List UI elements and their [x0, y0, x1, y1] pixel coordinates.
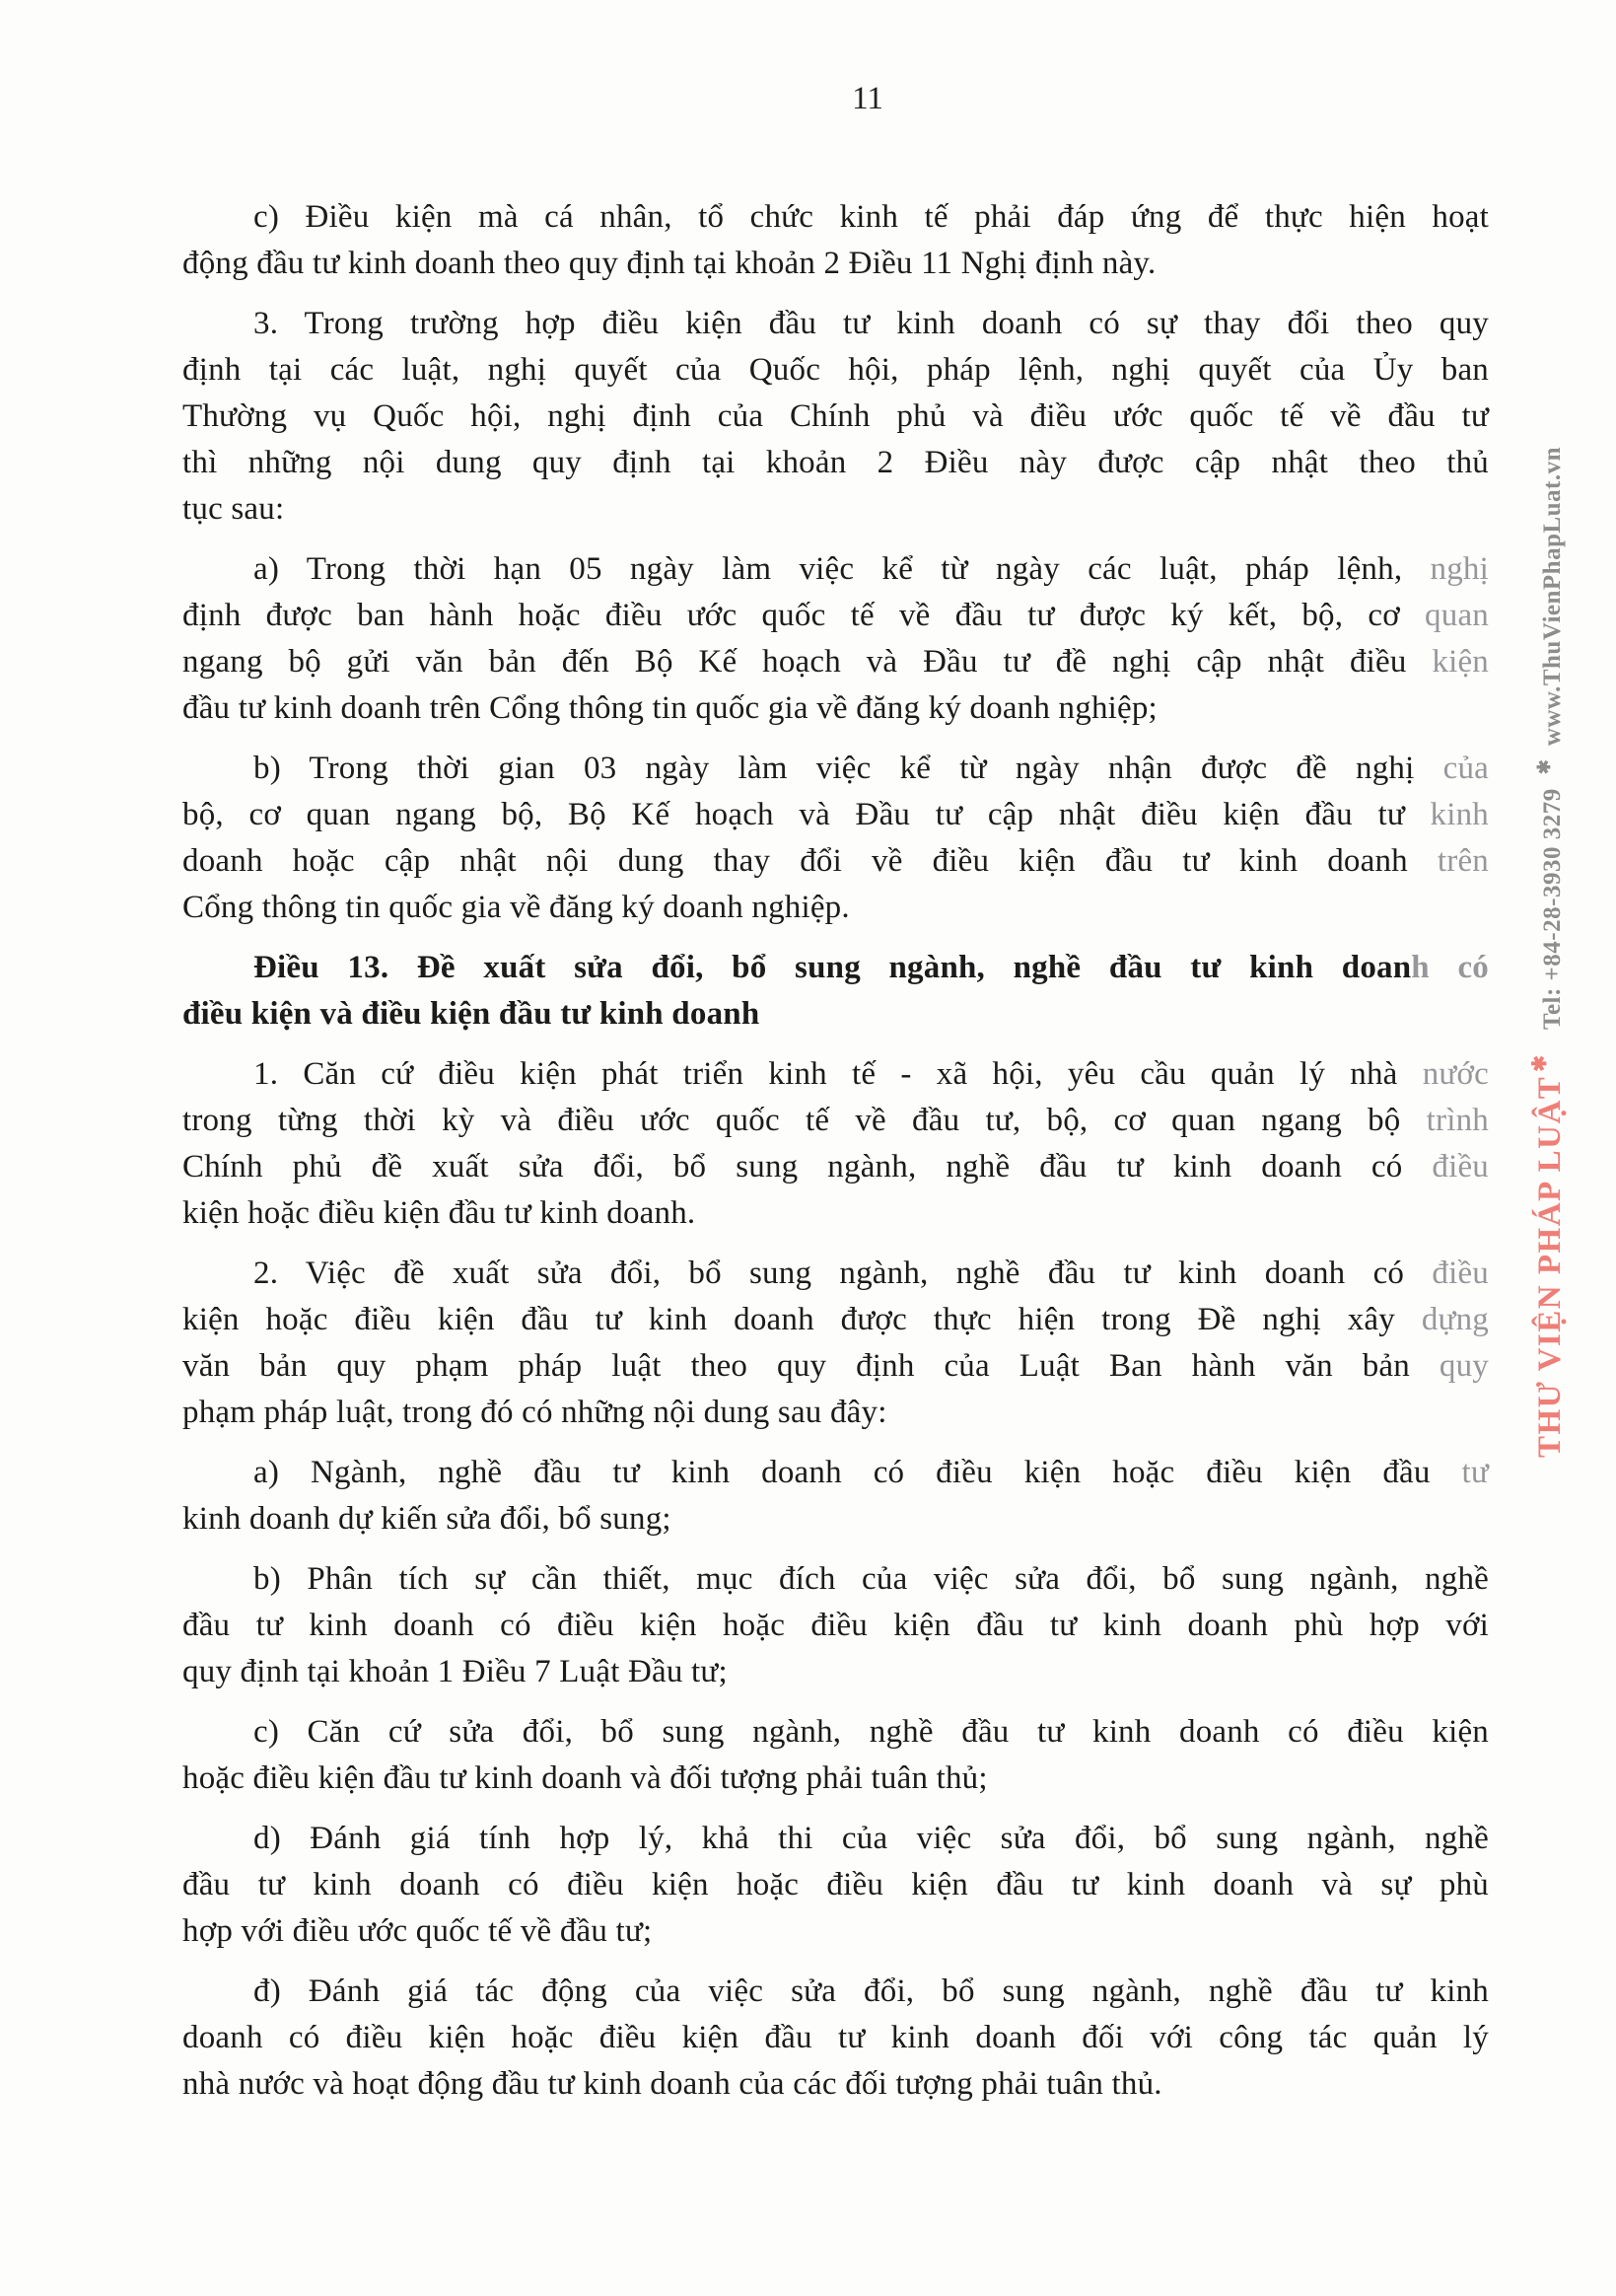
text-line — [182, 593, 1489, 639]
text-segment: doanh hoặc cập nhật nội dung thay đổi về điều kiện đầu tư kinh doanh — [182, 843, 1438, 879]
text-segment: kinh doanh dự kiến sửa đổi, bổ sung; — [182, 1501, 671, 1537]
text-line — [182, 2061, 1489, 2108]
watermark-phone: Tel: +84-28-3930 3279 — [1539, 788, 1566, 1030]
paragraph — [182, 746, 1489, 931]
faded-text-segment: nước — [1422, 1056, 1489, 1092]
text-line — [182, 194, 1489, 241]
text-line — [182, 1251, 1489, 1297]
text-segment: đầu tư kinh doanh trên Cổng thông tin quốc gia về đăng ký doanh nghiệp; — [182, 690, 1158, 726]
text-segment: d) Đánh giá tính hợp lý, khả thi của việc sửa đổi, bổ sung ngành, nghề — [253, 1821, 1489, 1856]
text-line — [182, 347, 1489, 394]
watermark-website: www.ThuVienPhapLuat.vn — [1539, 446, 1566, 747]
faded-text-segment: điều — [1432, 1256, 1489, 1291]
text-line — [182, 1390, 1489, 1436]
faded-text-segment: quy — [1439, 1348, 1489, 1384]
text-segment: Cổng thông tin quốc gia về đăng ký doanh nghiệp. — [182, 890, 850, 925]
text-line — [182, 546, 1489, 593]
text-line — [182, 685, 1489, 732]
text-line — [182, 301, 1489, 347]
text-line — [182, 2015, 1489, 2061]
text-segment: định tại các luật, nghị quyết của Quốc hội, pháp lệnh, nghị quyết của Ủy ban — [182, 352, 1489, 388]
text-line — [182, 1862, 1489, 1908]
text-line — [182, 241, 1489, 287]
text-line — [182, 440, 1489, 486]
text-line — [182, 1908, 1489, 1955]
text-segment: a) Trong thời hạn 05 ngày làm việc kể từ ngày các luật, pháp lệnh, — [253, 551, 1431, 587]
text-segment: c) Điều kiện mà cá nhân, tổ chức kinh tế phải đáp ứng để thực hiện hoạt — [253, 199, 1489, 235]
text-segment: b) Trong thời gian 03 ngày làm việc kể từ ngày nhận được đề nghị — [253, 751, 1443, 786]
text-segment: quy định tại khoản 1 Điều 7 Luật Đầu tư; — [182, 1654, 728, 1689]
text-segment: bộ, cơ quan ngang bộ, Bộ Kế hoạch và Đầu tư cập nhật điều kiện đầu tư — [182, 797, 1431, 832]
faded-text-segment: của — [1442, 751, 1489, 786]
document-body — [182, 194, 1489, 2121]
paragraph — [182, 1969, 1489, 2108]
text-segment: văn bản quy phạm pháp luật theo quy định của Luật Ban hành văn bản — [182, 1348, 1440, 1384]
paragraph — [182, 1709, 1489, 1802]
faded-text-segment: trình — [1426, 1103, 1489, 1138]
text-line — [182, 1603, 1489, 1649]
text-line — [182, 838, 1489, 885]
text-line — [182, 1709, 1489, 1756]
text-line — [182, 1343, 1489, 1390]
text-segment: đầu tư kinh doanh có điều kiện hoặc điều kiện đầu tư kinh doanh phù hợp với — [182, 1608, 1489, 1643]
text-line — [182, 746, 1489, 792]
text-segment: a) Ngành, nghề đầu tư kinh doanh có điều kiện hoặc điều kiện đầu — [253, 1455, 1462, 1490]
faded-text-segment: nghị — [1430, 551, 1489, 587]
text-segment: doanh có điều kiện hoặc điều kiện đầu tư kinh doanh đối với công tác quản lý — [182, 2020, 1489, 2055]
paragraph — [182, 1450, 1489, 1543]
paragraph — [182, 1556, 1489, 1695]
text-line — [182, 486, 1489, 533]
text-segment: c) Căn cứ sửa đổi, bổ sung ngành, nghề đầu tư kinh doanh có điều kiện — [253, 1714, 1489, 1750]
paragraph — [182, 301, 1489, 533]
text-line — [182, 1450, 1489, 1496]
text-line — [182, 1144, 1489, 1190]
text-segment: Điều 13. Đề xuất sửa đổi, bổ sung ngành, nghề đầu tư kinh doan — [253, 950, 1412, 985]
text-segment: Chính phủ đề xuất sửa đổi, bổ sung ngành, nghề đầu tư kinh doanh có — [182, 1149, 1433, 1184]
text-segment: động đầu tư kinh doanh theo quy định tại khoản 2 Điều 11 Nghị định này. — [182, 246, 1157, 281]
article-heading — [182, 945, 1489, 1038]
text-segment: định được ban hành hoặc điều ước quốc tế về đầu tư được ký kết, bộ, cơ — [182, 598, 1426, 633]
watermark-text — [1527, 446, 1569, 1458]
text-segment: trong từng thời kỳ và điều ước quốc tế về đầu tư, bộ, cơ quan ngang bộ — [182, 1103, 1427, 1138]
page-number: 11 — [852, 81, 883, 116]
text-segment: hợp với điều ước quốc tế về đầu tư; — [182, 1913, 653, 1949]
text-line — [182, 1969, 1489, 2015]
faded-text-segment: kiện — [1432, 644, 1489, 680]
faded-text-segment: tư — [1461, 1455, 1489, 1490]
paragraph — [182, 1051, 1489, 1237]
text-line — [182, 1816, 1489, 1862]
paragraph — [182, 1251, 1489, 1436]
text-line — [182, 1190, 1489, 1237]
text-segment: 3. Trong trường hợp điều kiện đầu tư kinh doanh có sự thay đổi theo quy — [253, 306, 1489, 341]
text-line — [182, 1098, 1489, 1144]
faded-text-segment: trên — [1437, 843, 1489, 879]
text-line — [182, 394, 1489, 440]
text-line — [182, 945, 1489, 991]
text-segment: b) Phân tích sự cần thiết, mục đích của việc sửa đổi, bổ sung ngành, nghề — [253, 1561, 1489, 1597]
text-segment: kiện hoặc điều kiện đầu tư kinh doanh được thực hiện trong Đề nghị xây — [182, 1302, 1422, 1337]
faded-text-segment: h có — [1411, 950, 1489, 985]
text-segment: 1. Căn cứ điều kiện phát triển kinh tế - xã hội, yêu cầu quản lý nhà — [253, 1056, 1423, 1092]
faded-text-segment: quan — [1425, 598, 1489, 633]
text-line — [182, 1051, 1489, 1098]
text-segment: ngang bộ gửi văn bản đến Bộ Kế hoạch và Đầu tư đề nghị cập nhật điều — [182, 644, 1433, 680]
text-segment: tục sau: — [182, 491, 285, 527]
faded-text-segment: dựng — [1421, 1302, 1489, 1337]
text-line — [182, 1556, 1489, 1603]
paragraph — [182, 546, 1489, 732]
asterisk-icon: ✱ — [1529, 1054, 1551, 1072]
text-segment: đ) Đánh giá tác động của việc sửa đổi, bổ sung ngành, nghề đầu tư kinh — [253, 1973, 1489, 2009]
text-segment: kiện hoặc điều kiện đầu tư kinh doanh. — [182, 1195, 696, 1231]
text-segment: thì những nội dung quy định tại khoản 2 Điều này được cập nhật theo thủ — [182, 445, 1489, 480]
text-segment: Thường vụ Quốc hội, nghị định của Chính phủ và điều ước quốc tế về đầu tư — [182, 398, 1489, 434]
text-line — [182, 1496, 1489, 1543]
text-line — [182, 1756, 1489, 1802]
paragraph — [182, 194, 1489, 287]
text-segment: điều kiện và điều kiện đầu tư kinh doanh — [182, 996, 760, 1032]
faded-text-segment: điều — [1432, 1149, 1489, 1184]
text-line — [182, 639, 1489, 685]
text-segment: phạm pháp luật, trong đó có những nội dung sau đây: — [182, 1395, 887, 1430]
text-line — [182, 792, 1489, 838]
paragraph — [182, 1816, 1489, 1955]
watermark-brand: THƯ VIỆN PHÁP LUẬT — [1532, 1075, 1568, 1458]
text-segment: 2. Việc đề xuất sửa đổi, bổ sung ngành, nghề đầu tư kinh doanh có — [253, 1256, 1433, 1291]
text-line — [182, 1649, 1489, 1695]
text-segment: nhà nước và hoạt động đầu tư kinh doanh của các đối tượng phải tuân thủ. — [182, 2066, 1162, 2102]
faded-text-segment: kinh — [1430, 797, 1489, 832]
text-line — [182, 1297, 1489, 1343]
text-segment: hoặc điều kiện đầu tư kinh doanh và đối tượng phải tuân thủ; — [182, 1760, 988, 1796]
text-segment: đầu tư kinh doanh có điều kiện hoặc điều kiện đầu tư kinh doanh và sự phù — [182, 1867, 1489, 1902]
asterisk-icon: ✱ — [1534, 759, 1554, 775]
text-line — [182, 991, 1489, 1038]
text-line — [182, 885, 1489, 931]
